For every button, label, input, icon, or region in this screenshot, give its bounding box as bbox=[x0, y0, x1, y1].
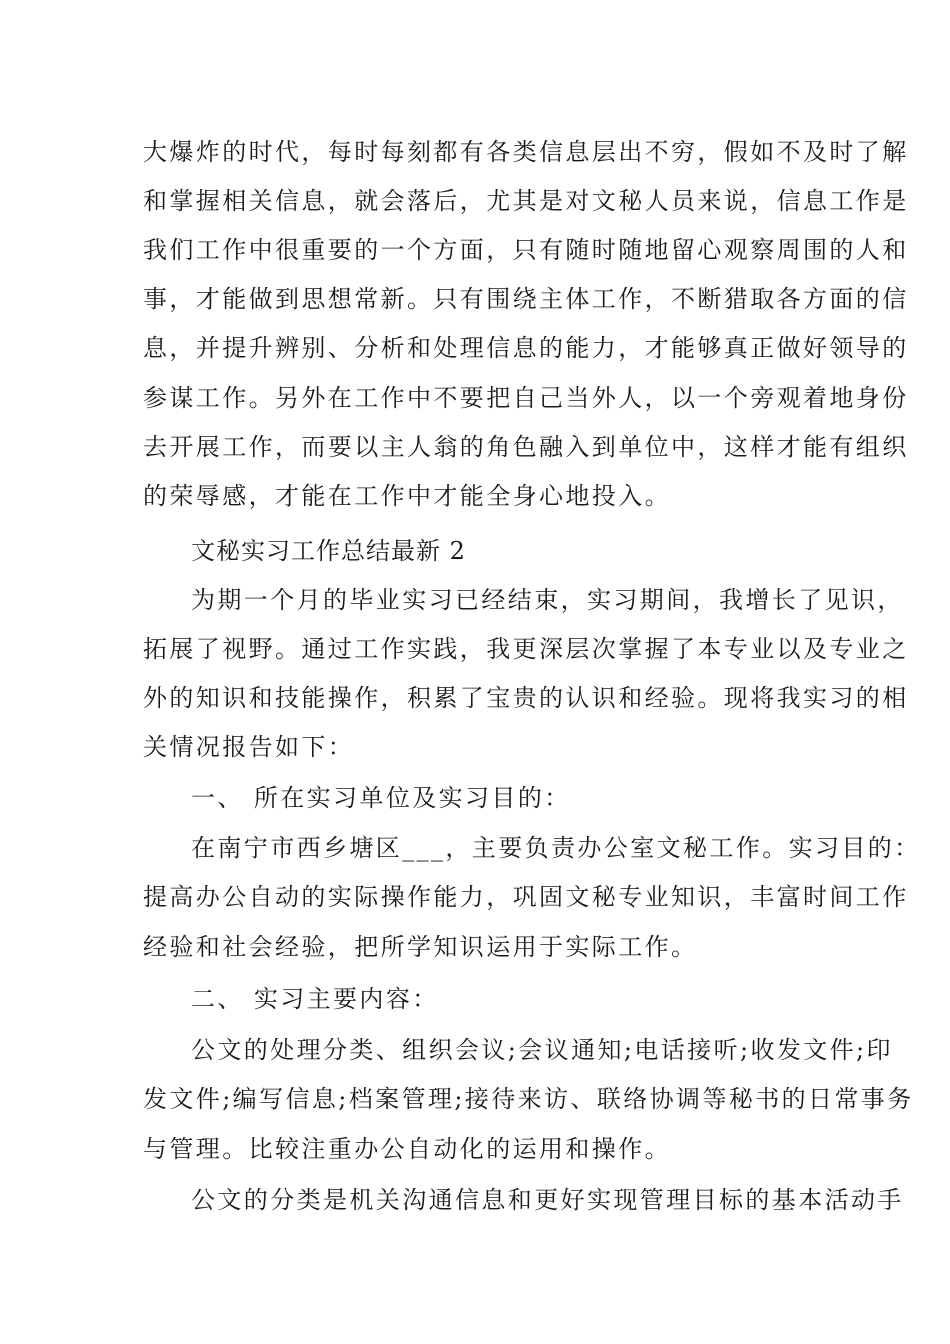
paragraph-line: 和掌握相关信息，就会落后，尤其是对文秘人员来说，信息工作是 bbox=[143, 187, 909, 215]
paragraph-line: 公文的处理分类、组织会议;会议通知;电话接听;收发文件;印 bbox=[191, 1036, 893, 1064]
paragraph-line: 发文件;编写信息;档案管理;接待来访、联络协调等秘书的日常事务 bbox=[143, 1085, 914, 1113]
paragraph-line: 外的知识和技能操作，积累了宝贵的认识和经验。现将我实习的相 bbox=[143, 684, 909, 712]
paragraph-line: 为期一个月的毕业实习已经结束，实习期间，我增长了见识， bbox=[191, 586, 904, 614]
paragraph-line: 我们工作中很重要的一个方面，只有随时随地留心观察周围的人和 bbox=[143, 236, 909, 264]
section-heading: 二、 实习主要内容： bbox=[191, 985, 439, 1013]
paragraph-line: 公文的分类是机关沟通信息和更好实现管理目标的基本活动手 bbox=[191, 1186, 904, 1214]
paragraph-line: 息，并提升辨别、分析和处理信息的能力，才能够真正做好领导的 bbox=[143, 334, 909, 362]
paragraph-line: 去开展工作，而要以主人翁的角色融入到单位中，这样才能有组织 bbox=[143, 433, 909, 461]
paragraph-line: 在南宁市西乡塘区___，主要负责办公室文秘工作。实习目的： bbox=[191, 834, 921, 862]
paragraph-line: 关情况报告如下： bbox=[143, 733, 355, 761]
paragraph-line: 大爆炸的时代，每时每刻都有各类信息层出不穷，假如不及时了解 bbox=[143, 138, 909, 166]
paragraph-line: 与管理。比较注重办公自动化的运用和操作。 bbox=[143, 1135, 671, 1163]
section-title: 文秘实习工作总结最新 2 bbox=[191, 537, 466, 565]
paragraph-line: 拓展了视野。通过工作实践，我更深层次掌握了本专业以及专业之 bbox=[143, 635, 909, 663]
paragraph-line: 的荣辱感，才能在工作中才能全身心地投入。 bbox=[143, 482, 671, 510]
paragraph-line: 提高办公自动的实际操作能力，巩固文秘专业知识，丰富时间工作 bbox=[143, 883, 909, 911]
section-heading: 一、 所在实习单位及实习目的： bbox=[191, 784, 571, 812]
paragraph-line: 参谋工作。另外在工作中不要把自己当外人，以一个旁观着地身份 bbox=[143, 384, 909, 412]
paragraph-line: 事，才能做到思想常新。只有围绕主体工作，不断猎取各方面的信 bbox=[143, 285, 909, 313]
paragraph-line: 经验和社会经验，把所学知识运用于实际工作。 bbox=[143, 933, 698, 961]
